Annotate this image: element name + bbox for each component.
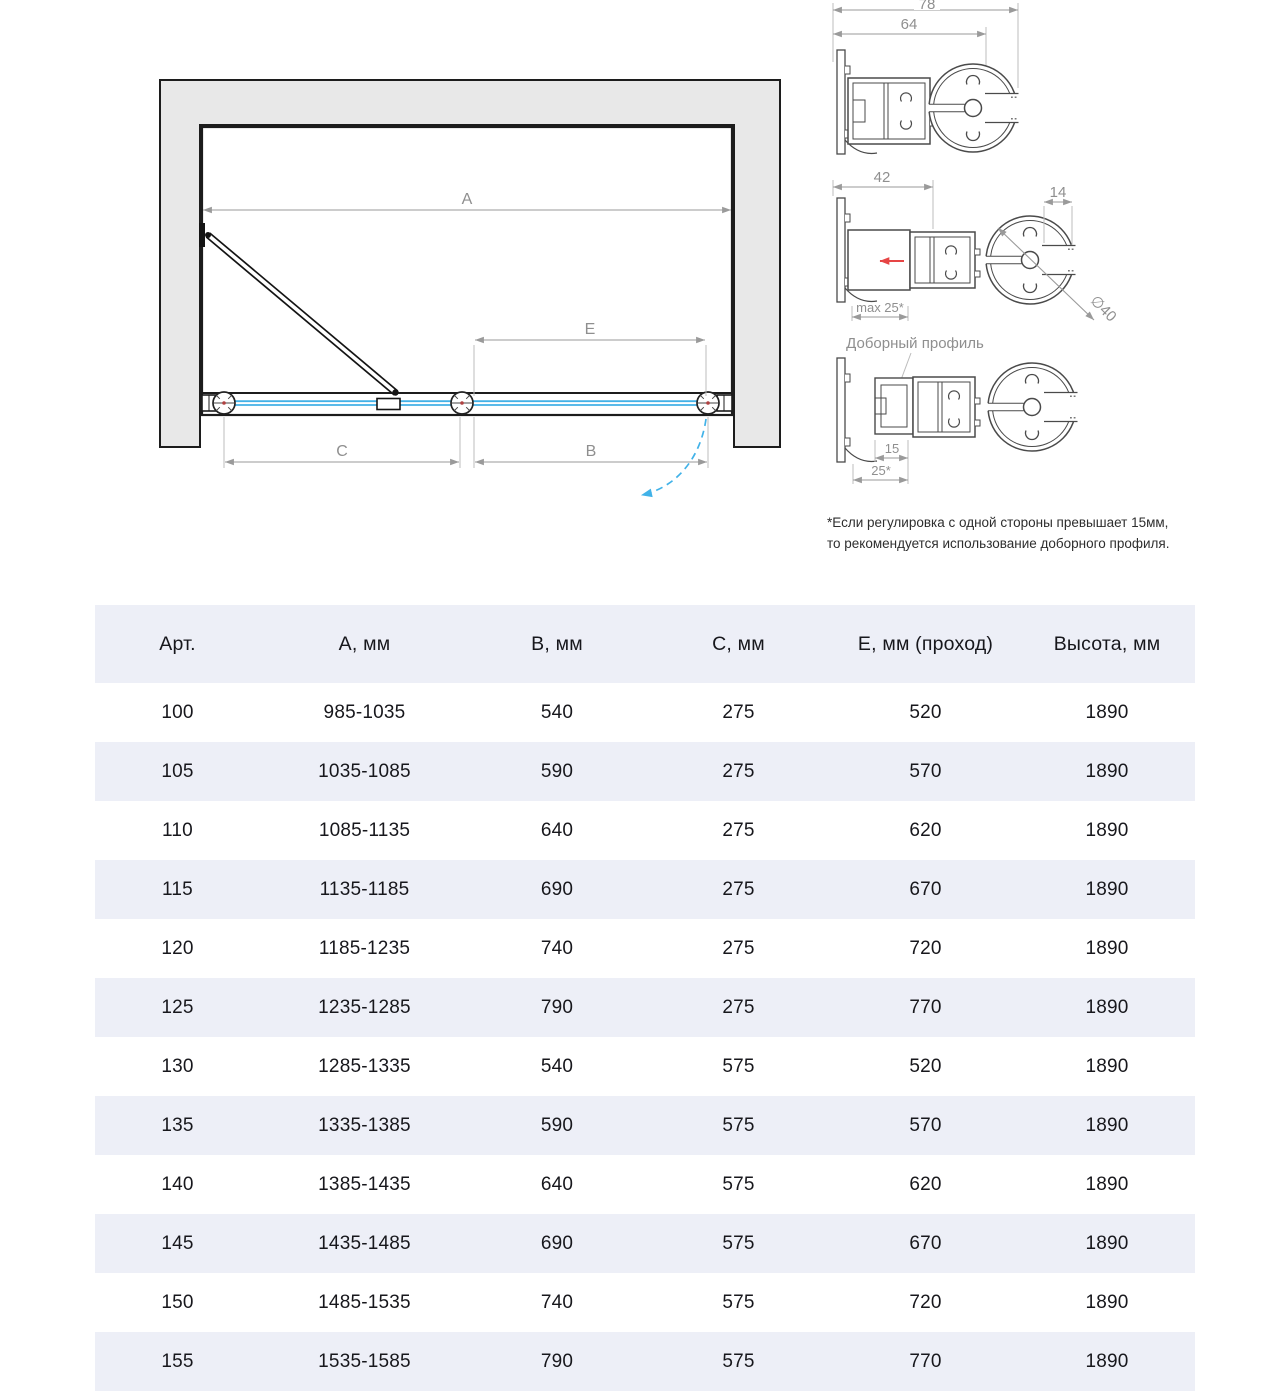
table-cell: 1185-1235 — [318, 937, 411, 959]
table-cell: 620 — [909, 1173, 942, 1195]
table-cell: 135 — [161, 1114, 194, 1136]
profile-middle — [833, 169, 1120, 325]
table-cell: 275 — [722, 996, 755, 1018]
spec-table — [95, 605, 1195, 1391]
table-cell: 770 — [909, 996, 942, 1018]
table-row — [95, 801, 1195, 860]
dim-label-c: C — [336, 443, 348, 460]
table-cell: 1890 — [1085, 1114, 1129, 1136]
table-cell: 1890 — [1085, 937, 1129, 959]
column-header-b: В, мм — [469, 605, 645, 683]
profile-top — [833, 0, 1019, 154]
table-cell: 575 — [722, 1291, 755, 1313]
table-cell: 575 — [722, 1055, 755, 1077]
table-cell: 1890 — [1085, 819, 1129, 841]
table-cell: 575 — [722, 1114, 755, 1136]
spec-table-body — [95, 683, 1195, 1391]
table-cell: 145 — [161, 1232, 194, 1254]
table-cell: 575 — [722, 1173, 755, 1195]
column-header-art: Арт. — [95, 605, 260, 683]
table-header-row — [95, 605, 1195, 683]
table-cell: 575 — [722, 1232, 755, 1254]
dim-label-14: 14 — [1049, 184, 1067, 201]
table-cell: 1890 — [1085, 1173, 1129, 1195]
table-cell: 740 — [540, 1291, 574, 1313]
table-row — [95, 919, 1195, 978]
column-header-height: Высота, мм — [1019, 605, 1195, 683]
table-cell: 1890 — [1085, 760, 1129, 782]
table-cell: 1135-1185 — [319, 878, 410, 900]
table-row — [95, 1037, 1195, 1096]
table-cell: 540 — [540, 701, 574, 723]
table-cell: 1890 — [1085, 996, 1129, 1018]
door-swing-arc — [642, 419, 706, 495]
table-cell: 1235-1285 — [318, 996, 411, 1018]
table-cell: 790 — [540, 996, 574, 1018]
table-cell: 105 — [161, 760, 194, 782]
table-cell: 720 — [909, 1291, 942, 1313]
table-cell: 670 — [909, 1232, 942, 1254]
profile-drawings — [818, 0, 1238, 500]
table-row — [95, 860, 1195, 919]
table-cell: 1890 — [1085, 1350, 1129, 1372]
table-cell: 1335-1385 — [318, 1114, 411, 1136]
table-cell: 140 — [161, 1173, 194, 1195]
roller-left — [213, 392, 235, 414]
table-cell: 690 — [540, 1232, 574, 1254]
table-cell: 640 — [540, 819, 574, 841]
table-row — [95, 1214, 1195, 1273]
column-header-a: А, мм — [260, 605, 469, 683]
table-cell: 570 — [909, 760, 942, 782]
footnote — [827, 512, 1227, 554]
table-cell: 155 — [161, 1350, 194, 1372]
table-cell: 740 — [540, 937, 574, 959]
table-row — [95, 1096, 1195, 1155]
dim-label-42: 42 — [873, 169, 891, 186]
table-cell: 275 — [722, 937, 755, 959]
column-header-e: Е, мм (проход) — [832, 605, 1019, 683]
table-cell: 1285-1335 — [318, 1055, 411, 1077]
table-cell: 110 — [162, 819, 193, 841]
table-cell: 670 — [909, 878, 942, 900]
table-cell: 1890 — [1085, 1232, 1129, 1254]
table-row — [95, 978, 1195, 1037]
table-cell: 1485-1535 — [318, 1291, 411, 1313]
table-cell: 590 — [540, 760, 574, 782]
table-row — [95, 683, 1195, 742]
table-cell: 1535-1585 — [318, 1350, 411, 1372]
table-cell: 1890 — [1085, 701, 1129, 723]
column-header-c: С, мм — [645, 605, 832, 683]
installation-diagram — [150, 55, 790, 515]
dim-label-78: 78 — [918, 0, 936, 13]
roller-right — [697, 392, 719, 414]
table-cell: 100 — [161, 701, 194, 723]
table-cell: 275 — [722, 819, 755, 841]
table-cell: 790 — [540, 1350, 574, 1372]
dim-label-e: E — [584, 321, 596, 338]
table-cell: 1085-1135 — [318, 819, 411, 841]
table-cell: 130 — [161, 1055, 194, 1077]
insert-profile-label: Доборный профиль — [846, 335, 984, 352]
table-cell: 275 — [722, 878, 755, 900]
footnote-line1: *Если регулировка с одной стороны превышает 15мм, — [827, 515, 1169, 530]
table-cell: 570 — [909, 1114, 942, 1136]
dim-label-15: 15 — [884, 441, 900, 456]
table-cell: 540 — [540, 1055, 574, 1077]
table-cell: 720 — [909, 937, 942, 959]
table-cell: 575 — [722, 1350, 755, 1372]
table-cell: 590 — [540, 1114, 574, 1136]
table-cell: 275 — [722, 760, 755, 782]
footnote-line2: то рекомендуется использование доборного профиля. — [827, 536, 1170, 551]
table-cell: 1435-1485 — [318, 1232, 411, 1254]
table-cell: 125 — [161, 996, 194, 1018]
table-row — [95, 1332, 1195, 1391]
table-cell: 690 — [540, 878, 574, 900]
table-cell: 620 — [909, 819, 942, 841]
table-cell: 520 — [909, 1055, 942, 1077]
table-row — [95, 742, 1195, 801]
dim-label-a: A — [461, 191, 473, 208]
table-cell: 1890 — [1085, 1291, 1129, 1313]
table-cell: 1890 — [1085, 878, 1129, 900]
door-carriage — [377, 399, 400, 410]
table-cell: 275 — [722, 701, 755, 723]
door-frame — [202, 127, 732, 415]
table-cell: 520 — [909, 701, 942, 723]
roller-middle — [451, 392, 473, 414]
table-row — [95, 1155, 1195, 1214]
dim-label-64: 64 — [900, 16, 918, 33]
table-cell: 1035-1085 — [318, 760, 411, 782]
table-cell: 985-1035 — [323, 701, 406, 723]
spec-table-container — [95, 605, 1195, 1391]
table-cell: 1890 — [1085, 1055, 1129, 1077]
dim-label-diameter: ∅40 — [1086, 292, 1120, 326]
profile-bottom — [837, 335, 1078, 484]
dim-label-max25: max 25* — [856, 300, 904, 315]
table-row — [95, 1273, 1195, 1332]
table-cell: 120 — [161, 937, 194, 959]
table-cell: 115 — [162, 878, 193, 900]
table-cell: 1385-1435 — [318, 1173, 411, 1195]
table-cell: 640 — [540, 1173, 574, 1195]
table-cell: 770 — [909, 1350, 942, 1372]
dim-label-b: B — [585, 443, 597, 460]
dim-label-25: 25* — [871, 463, 891, 478]
table-cell: 150 — [161, 1291, 194, 1313]
